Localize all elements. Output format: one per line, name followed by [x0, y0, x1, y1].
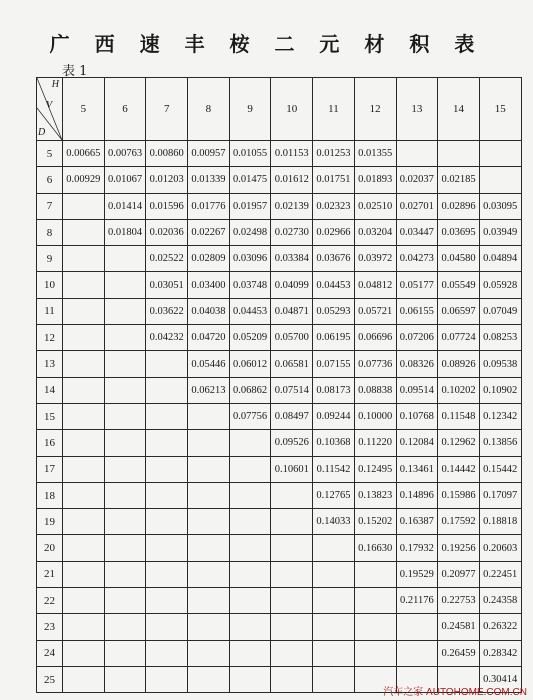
table-cell: 0.01153: [271, 141, 313, 167]
table-cell: 0.30414: [479, 666, 521, 692]
table-cell: [63, 456, 105, 482]
watermark: 汽车之家 AUTOHOME.COM.CN: [383, 687, 527, 698]
table-cell: 0.01203: [146, 167, 188, 193]
table-cell: 0.05700: [271, 325, 313, 351]
table-cell: 0.13461: [396, 456, 438, 482]
table-cell: [146, 456, 188, 482]
row-header: 8: [37, 219, 63, 245]
table-row: [37, 561, 522, 587]
row-header: 19: [37, 509, 63, 535]
table-cell: 0.02966: [313, 219, 355, 245]
table-cell: 0.05446: [188, 351, 230, 377]
table-cell: 0.20977: [438, 561, 480, 587]
table-cell: 0.06597: [438, 298, 480, 324]
table-cell: [188, 403, 230, 429]
table-cell: 0.13823: [354, 482, 396, 508]
table-cell: 0.04038: [188, 298, 230, 324]
table-cell: 0.01612: [271, 167, 313, 193]
table-cell: [63, 298, 105, 324]
table-cell: 0.12962: [438, 430, 480, 456]
row-header: 25: [37, 666, 63, 692]
table-cell: 0.05177: [396, 272, 438, 298]
table-cell: [63, 325, 105, 351]
table-cell: [313, 561, 355, 587]
table-cell: 0.14442: [438, 456, 480, 482]
table-cell: [63, 272, 105, 298]
table-cell: 0.24358: [479, 588, 521, 614]
table-cell: 0.04232: [146, 325, 188, 351]
table-cell: [63, 588, 105, 614]
table-cell: [63, 509, 105, 535]
table-cell: 0.01804: [104, 219, 146, 245]
table-cell: [146, 614, 188, 640]
table-cell: 0.15202: [354, 509, 396, 535]
table-row: [37, 509, 522, 535]
table-row: [37, 403, 522, 429]
table-cell: 0.06696: [354, 325, 396, 351]
table-cell: 0.17932: [396, 535, 438, 561]
table-row: [37, 640, 522, 666]
table-cell: 0.12765: [313, 482, 355, 508]
table-cell: 0.03972: [354, 246, 396, 272]
table-cell: 0.11548: [438, 403, 480, 429]
table-cell: [229, 640, 271, 666]
table-cell: [354, 561, 396, 587]
table-cell: [104, 640, 146, 666]
table-cell: 0.03695: [438, 219, 480, 245]
row-header: 5: [37, 141, 63, 167]
table-cell: 0.04453: [313, 272, 355, 298]
table-cell: [271, 666, 313, 692]
table-row: [37, 614, 522, 640]
table-cell: [146, 403, 188, 429]
table-cell: 0.18818: [479, 509, 521, 535]
table-cell: [188, 614, 230, 640]
table-cell: 0.07736: [354, 351, 396, 377]
table-cell: [188, 482, 230, 508]
table-cell: 0.15986: [438, 482, 480, 508]
table-cell: [229, 666, 271, 692]
table-cell: [104, 561, 146, 587]
table-cell: 0.09538: [479, 351, 521, 377]
table-cell: [104, 535, 146, 561]
table-cell: 0.10000: [354, 403, 396, 429]
page-title: 广 西 速 丰 桉 二 元 材 积 表: [49, 32, 484, 56]
table-cell: 0.00665: [63, 141, 105, 167]
table-cell: [479, 167, 521, 193]
table-row: [37, 588, 522, 614]
table-cell: [63, 535, 105, 561]
table-row: [37, 456, 522, 482]
table-cell: 0.06581: [271, 351, 313, 377]
table-cell: [63, 193, 105, 219]
table-cell: [229, 482, 271, 508]
column-header: 6: [104, 78, 146, 141]
table-cell: 0.10768: [396, 403, 438, 429]
table-cell: [188, 588, 230, 614]
row-header: 12: [37, 325, 63, 351]
table-row: [37, 246, 522, 272]
table-cell: 0.17097: [479, 482, 521, 508]
table-cell: 0.06195: [313, 325, 355, 351]
table-cell: 0.08326: [396, 351, 438, 377]
table-cell: 0.03096: [229, 246, 271, 272]
table-cell: [479, 141, 521, 167]
table-cell: [313, 640, 355, 666]
table-cell: [313, 666, 355, 692]
table-cell: 0.28342: [479, 640, 521, 666]
table-cell: [313, 535, 355, 561]
table-cell: [229, 614, 271, 640]
table-cell: [63, 219, 105, 245]
table-cell: 0.00860: [146, 141, 188, 167]
table-cell: 0.08838: [354, 377, 396, 403]
table-cell: 0.03949: [479, 219, 521, 245]
table-cell: [63, 561, 105, 587]
table-cell: [229, 561, 271, 587]
table-cell: 0.09244: [313, 403, 355, 429]
table-cell: [63, 377, 105, 403]
table-row: [37, 298, 522, 324]
table-cell: 0.19529: [396, 561, 438, 587]
table-cell: [271, 535, 313, 561]
table-cell: [146, 640, 188, 666]
table-cell: 0.02185: [438, 167, 480, 193]
row-header: 17: [37, 456, 63, 482]
table-cell: [188, 456, 230, 482]
table-cell: [104, 430, 146, 456]
table-cell: 0.11220: [354, 430, 396, 456]
column-header: 10: [271, 78, 313, 141]
column-header: 5: [63, 78, 105, 141]
table-cell: 0.11542: [313, 456, 355, 482]
table-cell: 0.10902: [479, 377, 521, 403]
table-cell: [271, 482, 313, 508]
table-cell: 0.02267: [188, 219, 230, 245]
table-cell: [188, 666, 230, 692]
table-cell: 0.01776: [188, 193, 230, 219]
table-cell: [63, 640, 105, 666]
row-header: 24: [37, 640, 63, 666]
table-cell: 0.02139: [271, 193, 313, 219]
table-cell: 0.03400: [188, 272, 230, 298]
table-cell: 0.07155: [313, 351, 355, 377]
table-cell: 0.02809: [188, 246, 230, 272]
table-cell: 0.02701: [396, 193, 438, 219]
row-header: 7: [37, 193, 63, 219]
table-cell: 0.08497: [271, 403, 313, 429]
table-cell: [146, 482, 188, 508]
table-cell: 0.01957: [229, 193, 271, 219]
table-cell: 0.04580: [438, 246, 480, 272]
column-header: 13: [396, 78, 438, 141]
table-cell: [63, 482, 105, 508]
table-cell: 0.03622: [146, 298, 188, 324]
diameter-axis-label: D: [38, 127, 46, 138]
table-cell: 0.16630: [354, 535, 396, 561]
table-cell: 0.08253: [479, 325, 521, 351]
table-cell: 0.10601: [271, 456, 313, 482]
table-cell: 0.21176: [396, 588, 438, 614]
table-row: [37, 141, 522, 167]
table-cell: [104, 614, 146, 640]
table-cell: 0.16387: [396, 509, 438, 535]
table-row: [37, 430, 522, 456]
table-cell: [271, 614, 313, 640]
table-cell: 0.05549: [438, 272, 480, 298]
table-row: [37, 219, 522, 245]
table-cell: 0.07514: [271, 377, 313, 403]
table-cell: 0.15442: [479, 456, 521, 482]
table-row: [37, 535, 522, 561]
table-cell: 0.10202: [438, 377, 480, 403]
column-header: 14: [438, 78, 480, 141]
table-cell: 0.07724: [438, 325, 480, 351]
table-cell: 0.26459: [438, 640, 480, 666]
table-cell: [63, 614, 105, 640]
table-cell: 0.02323: [313, 193, 355, 219]
table-cell: 0.04099: [271, 272, 313, 298]
table-cell: 0.02896: [438, 193, 480, 219]
table-row: [37, 377, 522, 403]
table-cell: [188, 640, 230, 666]
table-cell: [229, 588, 271, 614]
table-cell: 0.17592: [438, 509, 480, 535]
table-cell: 0.04273: [396, 246, 438, 272]
table-cell: 0.03204: [354, 219, 396, 245]
table-cell: 0.01893: [354, 167, 396, 193]
table-cell: 0.07206: [396, 325, 438, 351]
table-cell: [354, 588, 396, 614]
table-cell: [63, 246, 105, 272]
column-header: 15: [479, 78, 521, 141]
table-cell: 0.01414: [104, 193, 146, 219]
table-cell: 0.03447: [396, 219, 438, 245]
table-cell: 0.05928: [479, 272, 521, 298]
table-cell: [63, 430, 105, 456]
table-cell: 0.03095: [479, 193, 521, 219]
table-cell: [146, 377, 188, 403]
table-cell: 0.06213: [188, 377, 230, 403]
table-cell: 0.06155: [396, 298, 438, 324]
row-header: 22: [37, 588, 63, 614]
table-cell: [188, 535, 230, 561]
table-cell: 0.22753: [438, 588, 480, 614]
table-cell: [104, 456, 146, 482]
table-row: [37, 272, 522, 298]
table-cell: [104, 666, 146, 692]
table-cell: 0.01055: [229, 141, 271, 167]
table-cell: [271, 588, 313, 614]
table-cell: 0.00957: [188, 141, 230, 167]
corner-header: [37, 78, 63, 141]
column-header: 7: [146, 78, 188, 141]
column-header: 12: [354, 78, 396, 141]
table-cell: 0.04812: [354, 272, 396, 298]
table-cell: 0.09514: [396, 377, 438, 403]
table-cell: 0.12084: [396, 430, 438, 456]
table-cell: 0.12495: [354, 456, 396, 482]
row-header: 10: [37, 272, 63, 298]
table-cell: 0.02522: [146, 246, 188, 272]
table-cell: 0.22451: [479, 561, 521, 587]
table-cell: [229, 456, 271, 482]
table-cell: 0.07049: [479, 298, 521, 324]
row-header: 23: [37, 614, 63, 640]
table-cell: [313, 588, 355, 614]
table-cell: 0.01253: [313, 141, 355, 167]
table-cell: 0.01355: [354, 141, 396, 167]
table-cell: 0.00929: [63, 167, 105, 193]
table-cell: 0.08173: [313, 377, 355, 403]
table-cell: 0.26322: [479, 614, 521, 640]
table-cell: 0.01596: [146, 193, 188, 219]
row-header: 20: [37, 535, 63, 561]
table-cell: 0.02036: [146, 219, 188, 245]
row-header: 6: [37, 167, 63, 193]
table-cell: [146, 588, 188, 614]
table-cell: [146, 430, 188, 456]
table-cell: [271, 561, 313, 587]
height-axis-label: H: [51, 79, 59, 90]
table-cell: 0.05209: [229, 325, 271, 351]
table-body: [37, 141, 522, 693]
row-header: 13: [37, 351, 63, 377]
table-cell: [396, 141, 438, 167]
volume-table: [36, 77, 522, 693]
table-cell: [146, 666, 188, 692]
table-cell: 0.14896: [396, 482, 438, 508]
table-cell: 0.08926: [438, 351, 480, 377]
row-header: 16: [37, 430, 63, 456]
table-cell: 0.04720: [188, 325, 230, 351]
table-cell: [271, 509, 313, 535]
table-cell: 0.05293: [313, 298, 355, 324]
table-cell: [146, 535, 188, 561]
table-cell: [104, 377, 146, 403]
table-cell: 0.04453: [229, 298, 271, 324]
table-cell: [354, 614, 396, 640]
table-label: 表 1: [62, 64, 88, 79]
column-header: 9: [229, 78, 271, 141]
column-header: 11: [313, 78, 355, 141]
table-cell: 0.02498: [229, 219, 271, 245]
table-cell: 0.00763: [104, 141, 146, 167]
table-cell: 0.03676: [313, 246, 355, 272]
table-cell: [104, 246, 146, 272]
table-cell: 0.03051: [146, 272, 188, 298]
row-header: 11: [37, 298, 63, 324]
table-cell: 0.05721: [354, 298, 396, 324]
table-cell: 0.09526: [271, 430, 313, 456]
table-cell: [354, 640, 396, 666]
table-cell: [229, 430, 271, 456]
table-cell: [104, 403, 146, 429]
table-cell: [63, 351, 105, 377]
table-cell: 0.04894: [479, 246, 521, 272]
table-cell: 0.07756: [229, 403, 271, 429]
table-cell: [188, 509, 230, 535]
table-cell: 0.02037: [396, 167, 438, 193]
table-cell: 0.14033: [313, 509, 355, 535]
volume-label: V: [46, 100, 53, 111]
table-cell: 0.13856: [479, 430, 521, 456]
table-cell: [63, 403, 105, 429]
table-cell: [396, 640, 438, 666]
table-cell: 0.19256: [438, 535, 480, 561]
table-cell: 0.06012: [229, 351, 271, 377]
table-cell: [188, 430, 230, 456]
table-cell: [104, 325, 146, 351]
header-row: [37, 78, 522, 141]
table-cell: [104, 509, 146, 535]
table-cell: [396, 614, 438, 640]
table-row: [37, 351, 522, 377]
table-cell: 0.10368: [313, 430, 355, 456]
row-header: 14: [37, 377, 63, 403]
table-cell: [229, 509, 271, 535]
table-cell: 0.12342: [479, 403, 521, 429]
table-cell: [104, 298, 146, 324]
table-cell: 0.01339: [188, 167, 230, 193]
table-cell: 0.02510: [354, 193, 396, 219]
table-cell: 0.01751: [313, 167, 355, 193]
table-cell: [146, 351, 188, 377]
table-cell: 0.06862: [229, 377, 271, 403]
table-cell: 0.03748: [229, 272, 271, 298]
table-cell: [104, 351, 146, 377]
table-cell: [271, 640, 313, 666]
table-cell: 0.02730: [271, 219, 313, 245]
table-cell: [313, 614, 355, 640]
row-header: 21: [37, 561, 63, 587]
table-row: [37, 193, 522, 219]
table-cell: [104, 272, 146, 298]
table-cell: 0.04871: [271, 298, 313, 324]
row-header: 9: [37, 246, 63, 272]
table-cell: [146, 509, 188, 535]
table-row: [37, 325, 522, 351]
row-header: 15: [37, 403, 63, 429]
table-cell: [104, 482, 146, 508]
table-cell: [63, 666, 105, 692]
row-header: 18: [37, 482, 63, 508]
table-cell: [146, 561, 188, 587]
table-cell: [438, 141, 480, 167]
table-cell: 0.03384: [271, 246, 313, 272]
column-header: 8: [188, 78, 230, 141]
table-row: [37, 167, 522, 193]
table-cell: [229, 535, 271, 561]
table-cell: [104, 588, 146, 614]
table-row: [37, 482, 522, 508]
table-cell: 0.01067: [104, 167, 146, 193]
table-cell: [188, 561, 230, 587]
table-cell: 0.01475: [229, 167, 271, 193]
table-cell: 0.20603: [479, 535, 521, 561]
table-cell: 0.24581: [438, 614, 480, 640]
